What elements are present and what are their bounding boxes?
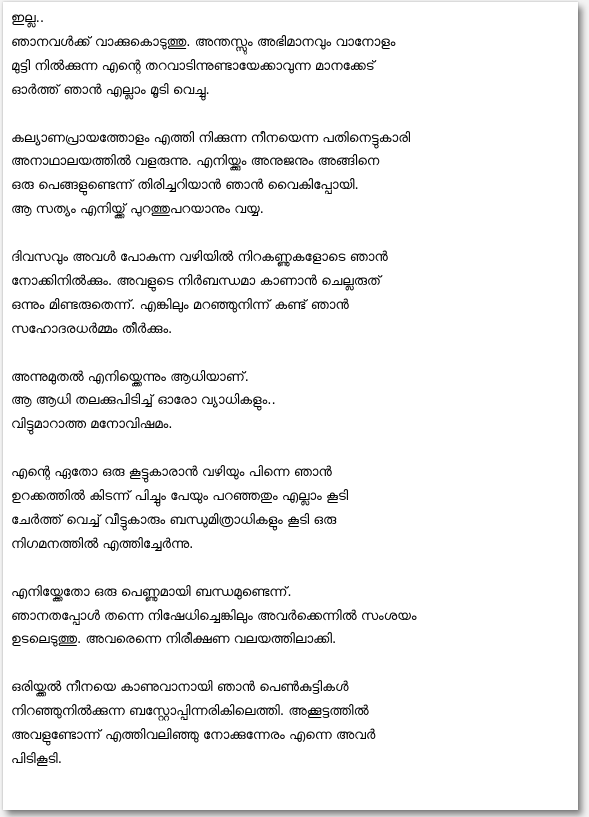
paragraph-7 <box>11 676 570 772</box>
text-line: അന്നുമുതൽ എനിയ്ക്കെന്നും ആധിയാണ്. <box>11 369 249 385</box>
text-line: നോക്കിനിൽക്കും. അവളുടെ നിർബന്ധമാ കാണാൻ ചെല്ലരുത് <box>11 273 381 289</box>
text-line: അനാഥാലയത്തിൽ വളരുന്നു. എനിയ്ക്കും അനുജനും അങ്ങിനെ <box>11 154 380 170</box>
text-line: എനിയ്ക്കേതോ ഒരു പെണ്ണുമായി ബന്ധമുണ്ടെന്ന്. <box>11 584 292 600</box>
paragraph-5 <box>11 461 570 557</box>
text-line: ഞാനതപ്പോൾ തന്നെ നിഷേധിച്ചെങ്കിലും അവർക്കെന്നിൽ സംശയം <box>11 608 417 624</box>
paragraph-2 <box>11 127 570 223</box>
text-line: നിറഞ്ഞുനിൽക്കുന്ന ബസ്റ്റോപ്പിന്നരികിലെത്തി. അക്കൂട്ടത്തിൽ <box>11 704 369 720</box>
paragraph-3 <box>11 246 570 342</box>
text-line: ഓർത്ത് ഞാൻ എല്ലാം മൂടി വെച്ചു. <box>11 82 210 98</box>
text-line: ദിവസവും അവൾ പോകുന്ന വഴിയിൽ നിറകണ്ണുകളോടെ ഞാൻ <box>11 250 388 266</box>
text-line: ഒരു പെങ്ങളുണ്ടെന്ന് തിരിച്ചറിയാൻ ഞാൻ വൈകിപ്പോയി. <box>11 178 359 194</box>
text-line: നിഗമനത്തിൽ എത്തിച്ചേർന്നു. <box>11 536 194 552</box>
document-page <box>3 2 578 810</box>
text-line: പിടികൂടി. <box>11 752 62 767</box>
text-line: അവളുണ്ടോന്ന് എത്തിവലിഞ്ഞു നോക്കുന്നേരം എന്നെ അവർ <box>11 728 376 744</box>
text-line: ആ ആധി തലക്കുപിടിച്ച് ഓരോ വ്യാധികളും.. <box>11 393 276 409</box>
text-line: സഹോദരധർമ്മം തീർക്കും. <box>11 321 173 337</box>
text-line: എന്റെ ഏതോ ഒരു കൂട്ടുകാരാൻ വഴിയും പിന്നെ ഞാൻ <box>11 465 332 481</box>
text-line: കല്യാണപ്രായത്തോളം എത്തി നിക്കുന്ന നീനയെന്ന പതിനെട്ടുകാരി <box>11 130 411 146</box>
text-line: ഒന്നും മിണ്ടരുതെന്ന്. എങ്കിലും മറഞ്ഞുനിന്ന് കണ്ട് ഞാൻ <box>11 297 349 313</box>
text-line: മുട്ടി നിൽക്കുന്ന എന്റെ തറവാടിന്നുണ്ടായേക്കാവുന്ന മാനക്കേട് <box>11 58 375 74</box>
text-line: ഉറക്കത്തിൽ കിടന്ന് പിച്ചും പേയും പറഞ്ഞതും എല്ലാം കൂടി <box>11 489 349 505</box>
text-line: വിട്ടുമാറാത്ത മനോവിഷമം. <box>11 417 173 433</box>
text-line: ചേർത്ത് വെച്ച് വീട്ടുകാരും ബന്ധുമിത്രാധികളും കൂടി ഒരു <box>11 512 337 528</box>
paragraph-4 <box>11 366 570 438</box>
paragraph-1 <box>11 7 570 103</box>
paragraph-6 <box>11 581 570 653</box>
text-line: ഞാനവൾക്ക് വാക്കുകൊടുത്തു. അന്തസ്സും അഭിമാനവും വാനോളം <box>11 34 396 50</box>
text-line: ഇല്ല.. <box>11 11 45 26</box>
text-line: ആ സത്യം എനിയ്ക്ക് പുറത്തുപറയാനും വയ്യ. <box>11 202 264 218</box>
text-line: ഉടലെടുത്തു. അവരെന്നെ നിരീക്ഷണ വലയത്തിലാക്കി. <box>11 632 337 648</box>
text-line: ഒരിയ്ക്കൽ നീനയെ കാണുവാനായി ഞാൻ പെൺകുട്ടികൾ <box>11 680 349 696</box>
